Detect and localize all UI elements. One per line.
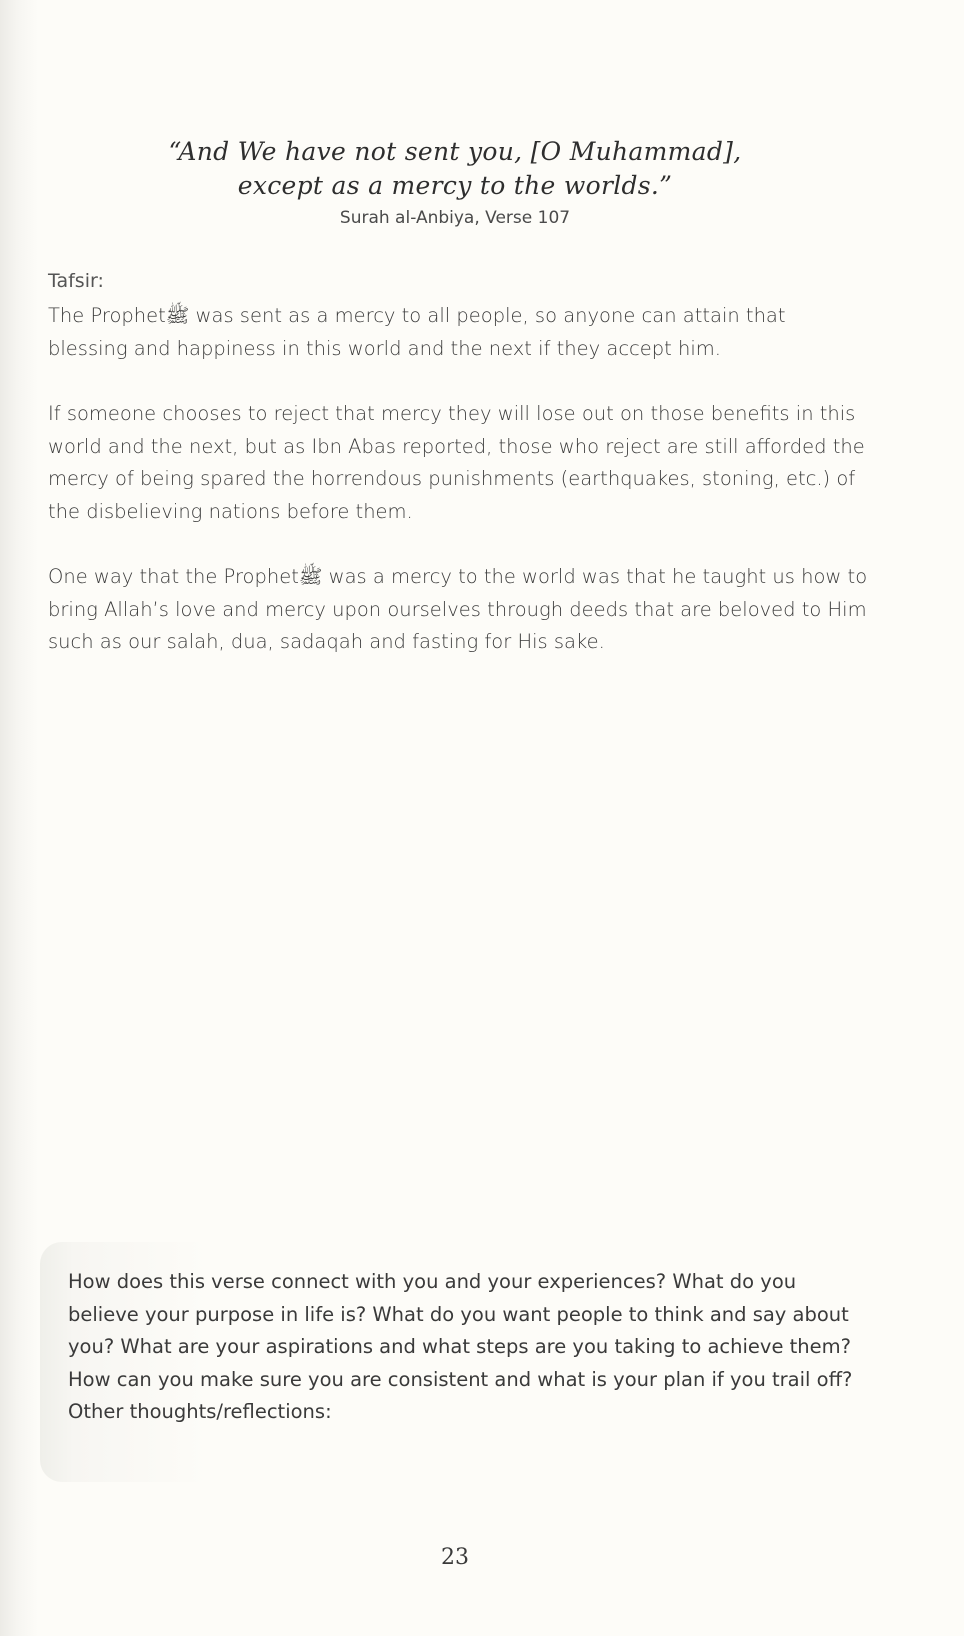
verse-reference: Surah al-Anbiya, Verse 107 <box>339 208 571 228</box>
tafsir-paragraph-1: The Prophetﷺ was sent as a mercy to all people, so anyone can attain that blessing and happiness in this world and the next if they accept him. <box>48 304 786 360</box>
reflection-prompt: How does this verse connect with you and your experiences? What do you believe your purpose in life is? What do you want people to think and say about you? What are your aspirations and what steps are you taking to achieve them? How can you make sure you are consistent and what is your plan if you trail off? Other thoughts/reflections: <box>68 1270 853 1423</box>
page-number: 23 <box>441 1545 469 1570</box>
verse-line-2: except as a mercy to the worlds.” <box>237 171 673 200</box>
quran-verse <box>0 135 910 231</box>
tafsir-paragraph-3: One way that the Prophetﷺ was a mercy to the world was that he taught us how to bring Allah’s love and mercy upon ourselves through deeds that are beloved to Him such as our salah, dua, sadaqah and fasting for His sake. <box>48 565 868 653</box>
tafsir-label: Tafsir: <box>48 270 104 292</box>
tafsir-paragraph-2: If someone chooses to reject that mercy they will lose out on those benefits in this world and the next, but as Ibn Abas reported, those who reject are still afforded the mercy of being spared the horrendous punishments (earthquakes, stoning, etc.) of the disbelieving nations before them. <box>48 402 865 523</box>
tafsir-section <box>48 266 868 692</box>
verse-line-1: “And We have not sent you, [O Muhammad], <box>168 137 742 166</box>
